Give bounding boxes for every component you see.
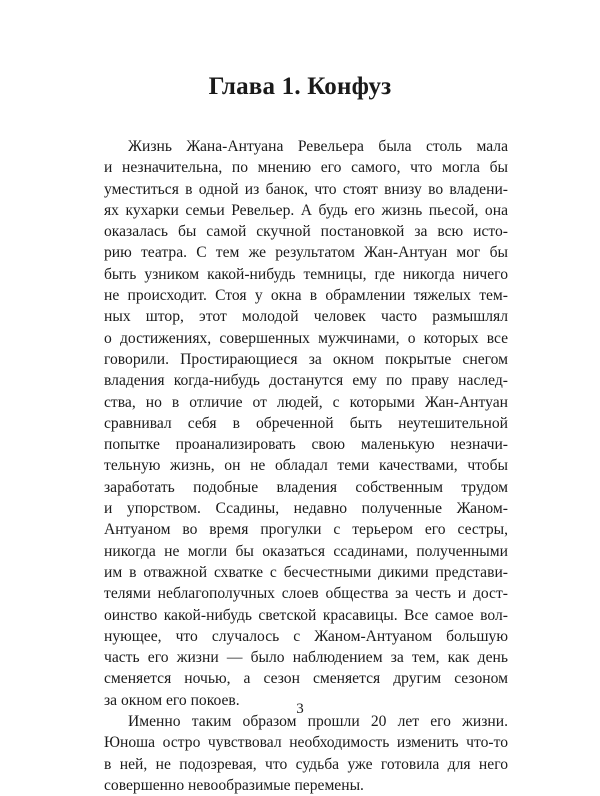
chapter-title: Глава 1. Конфуз bbox=[208, 73, 392, 100]
text-line: ства, но в отличие от людей, с которыми Жан-Антуан bbox=[104, 393, 508, 411]
text-line: сравнивал себя в обреченной быть неутешительной bbox=[104, 414, 508, 432]
text-line: совершенно невообразимые перемены. bbox=[104, 776, 364, 794]
text-line: в ней, не подозревая, что судьба уже готовила для него bbox=[104, 755, 508, 773]
text-line: тельную жизнь, он не обладал теми качествами, чтобы bbox=[104, 457, 508, 475]
text-line: ях кухарки семьи Ревельер. А будь его жизнь пьесой, она bbox=[104, 201, 508, 219]
text-line: и упорством. Ссадины, недавно полученные Жаном- bbox=[104, 500, 508, 518]
text-line: владения когда-нибудь достанутся ему по праву наслед- bbox=[104, 372, 508, 390]
text-line: за окном его покоев. bbox=[104, 691, 240, 709]
text-line: Жизнь Жана-Антуана Ревельера была столь мала bbox=[128, 138, 508, 155]
text-line: никогда не могли бы оказаться ссадинами, полученными bbox=[104, 542, 508, 560]
text-line: часть его жизни — было наблюдением за тем, как день bbox=[104, 649, 508, 667]
paragraph-1 bbox=[104, 136, 508, 711]
page-number: 3 bbox=[296, 701, 304, 717]
text-line: нующее, что случалось с Жаном-Антуаном большую bbox=[104, 627, 508, 645]
text-line: ных штор, этот молодой человек часто размышлял bbox=[104, 308, 508, 326]
text-line: о достижениях, совершенных мужчинами, о которых все bbox=[104, 329, 508, 347]
text-line: рию театра. С тем же результатом Жан-Антуан мог бы bbox=[104, 244, 508, 262]
text-line: Юноша остро чувствовал необходимость изменить что-то bbox=[104, 734, 508, 752]
text-line: телями неблагополучных слоев общества за честь и дост- bbox=[104, 585, 508, 603]
chapter-body bbox=[104, 136, 508, 796]
text-line: заработать подобные владения собственным трудом bbox=[104, 478, 508, 496]
text-line: говорили. Простирающиеся за окном покрытые снегом bbox=[104, 350, 508, 368]
text-line: оинство какой-нибудь светской красавицы. Все самое вол- bbox=[104, 606, 508, 624]
text-line: Именно таким образом прошли 20 лет его жизни. bbox=[128, 713, 508, 731]
text-line: сменяется ночью, а сезон сменяется другим сезоном bbox=[104, 670, 508, 688]
text-line: уместиться в одной из банок, что стоят внизу во владени- bbox=[104, 180, 508, 198]
paragraph-2 bbox=[104, 711, 508, 796]
text-line: быть узником какой-нибудь темницы, где никогда ничего bbox=[104, 265, 508, 283]
text-line: Антуаном во время прогулки с терьером его сестры, bbox=[104, 521, 508, 539]
text-line: им в отважной схватке с бесчестными дикими представи- bbox=[104, 563, 508, 581]
text-line: и незначительна, по мнению его самого, что могла бы bbox=[104, 159, 508, 177]
text-line: попытке проанализировать свою маленькую незначи- bbox=[104, 436, 508, 454]
text-line: не происходит. Стоя у окна в обрамлении тяжелых тем- bbox=[104, 287, 508, 305]
text-line: оказалась бы самой скучной постановкой за всю исто- bbox=[104, 223, 508, 241]
